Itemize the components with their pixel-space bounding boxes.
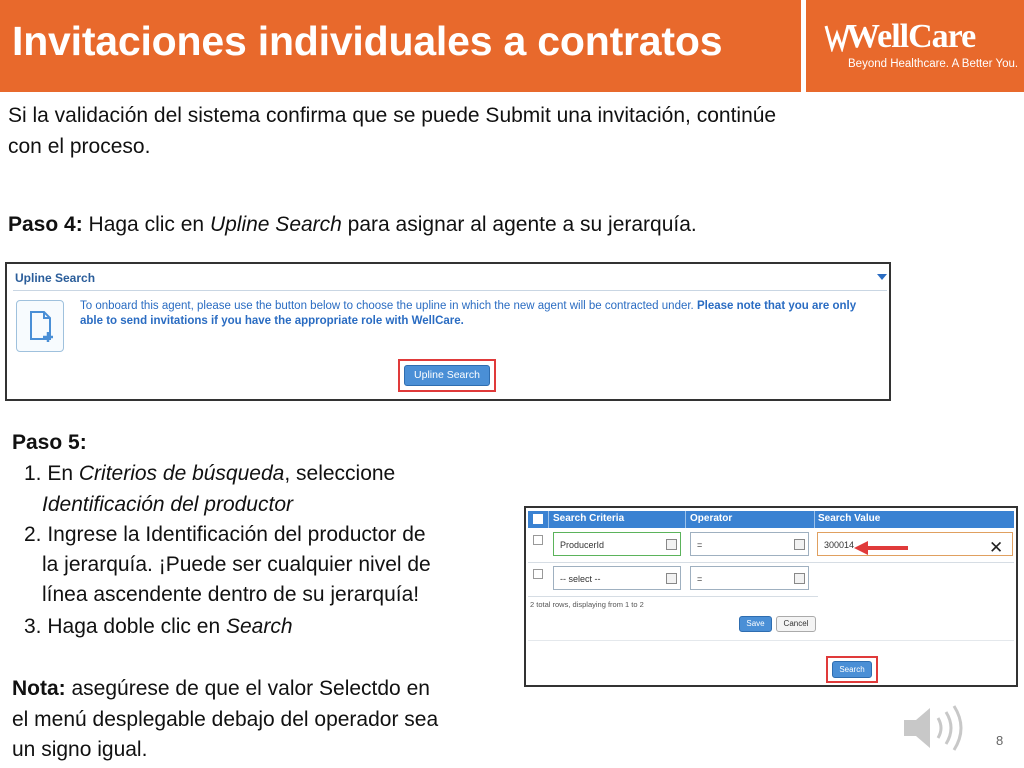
note-line-1: Nota: asegúrese de que el valor Selectdo en — [12, 677, 430, 700]
step5-item1: 1. En Criterios de búsqueda, seleccione — [24, 462, 396, 485]
operator-select[interactable]: = — [690, 532, 809, 556]
step4-pre: Haga clic en — [82, 213, 210, 236]
criteria-select[interactable]: ProducerId — [553, 532, 681, 556]
step5-label: Paso 5: — [12, 431, 87, 454]
step4-label: Paso 4: — [8, 213, 83, 236]
row-checkbox[interactable] — [533, 569, 543, 579]
row-count-note: 2 total rows, displaying from 1 to 2 — [530, 600, 644, 609]
slide-number: 8 — [996, 733, 1004, 748]
step5-item3: 3. Haga doble clic en Search — [24, 615, 293, 638]
note-line-2: el menú desplegable debajo del operador sea — [12, 708, 439, 731]
page-title: Invitaciones individuales a contratos — [12, 18, 723, 64]
collapse-caret-icon[interactable] — [877, 274, 887, 280]
chevron-down-icon[interactable] — [794, 539, 805, 550]
criteria-select[interactable]: -- select -- — [553, 566, 681, 590]
add-document-icon — [16, 300, 64, 352]
header-separator — [685, 511, 686, 528]
row-checkbox[interactable] — [533, 535, 543, 545]
step5-item1-line2: Identificación del productor — [42, 493, 293, 516]
step4-text — [8, 209, 697, 240]
header-search-criteria: Search Criteria — [553, 513, 625, 524]
chevron-down-icon[interactable] — [666, 573, 677, 584]
header-search-value: Search Value — [818, 513, 881, 524]
intro-line-2: con el proceso. — [8, 135, 151, 158]
search-button[interactable]: Search — [832, 661, 872, 678]
upline-message-regular: To onboard this agent, please use the button below to choose the upline in which the new agent will be contracted under. — [80, 300, 697, 312]
step4-post: para asignar al agente a su jerarquía. — [341, 213, 697, 236]
speaker-icon[interactable] — [900, 700, 970, 756]
upline-message-bold: Please note that you are only able to send invitations if you have the appropriate role with WellCare. — [80, 300, 857, 327]
upline-panel-message — [80, 299, 880, 328]
remove-row-icon[interactable]: ✕ — [989, 538, 1004, 557]
upline-search-button[interactable]: Upline Search — [404, 365, 490, 386]
upline-panel-title: Upline Search — [15, 271, 96, 285]
logo-tagline: Beyond Healthcare. A Better You. — [848, 58, 1019, 70]
row-divider — [528, 562, 1014, 563]
header-separator — [814, 511, 815, 528]
row-divider — [528, 596, 818, 597]
save-button[interactable]: Save — [739, 616, 772, 632]
search-value-input[interactable]: 300014 — [817, 532, 1013, 556]
step5-item2-line3: línea ascendente dentro de su jerarquía! — [42, 583, 420, 606]
note-line-3: un signo igual. — [12, 738, 148, 761]
operator-select[interactable]: = — [690, 566, 809, 590]
step5-item2-line1: 2. Ingrese la Identificación del productor de — [24, 523, 426, 546]
footer-divider — [528, 640, 1014, 641]
header-separator — [548, 511, 549, 528]
header-operator: Operator — [690, 513, 733, 524]
cancel-button[interactable]: Cancel — [776, 616, 816, 632]
chevron-down-icon[interactable] — [666, 539, 677, 550]
chevron-down-icon[interactable] — [794, 573, 805, 584]
panel-divider — [13, 290, 887, 291]
step5-item2-line2: la jerarquía. ¡Puede ser cualquier nivel de — [42, 553, 431, 576]
red-arrow-icon — [852, 540, 910, 556]
intro-line-1: Si la validación del sistema confirma que se puede Submit una invitación, continúe — [8, 104, 777, 127]
select-all-checkbox[interactable] — [533, 514, 543, 524]
step4-em: Upline Search — [209, 213, 342, 236]
logo-wordmark: WellCare — [846, 18, 976, 55]
